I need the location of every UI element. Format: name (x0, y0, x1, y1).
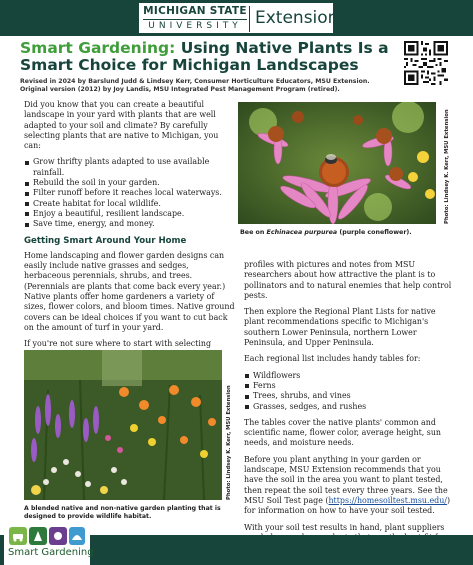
qr-code-icon[interactable] (404, 41, 448, 85)
list-item: Ferns (244, 381, 452, 391)
page-title (20, 40, 390, 74)
photo-caption: A blended native and non-native garden planting that is designed to provide wildlife habitat. (24, 505, 221, 520)
text-span: Before you plant anything in your garden or landscape, MSU Extension recommends that you have the soil in the area you want to plant tested, then repeat the soil test every three years. See the MSU Soil Test page ( (244, 454, 448, 505)
paragraph-table-contents: The tables cover the native plants' common and scientific name, flower color, average height, sun needs, and moisture needs. (244, 417, 442, 448)
photo-credit: Photo: Lindsey K. Kerr, MSU Extension (226, 385, 232, 500)
logo-divider (249, 6, 250, 32)
tables-list (244, 371, 452, 412)
author-credits (20, 78, 400, 94)
credit-line-2: Original version (2012) by Joy Landis, MSU Integrated Pest Management Program (retired). (20, 86, 340, 93)
smart-gardening-logo[interactable] (4, 524, 94, 565)
credit-line-1: Revised in 2024 by Barslund Judd & Lindsey Kerr, Consumer Horticulture Educators, MSU Extension. (20, 78, 370, 85)
logo-extension: Extension (255, 8, 339, 28)
list-item: Rebuild the soil in your garden. (24, 178, 236, 188)
right-column (244, 260, 452, 565)
paragraph-tables-intro: Each regional list includes handy tables for: (244, 354, 421, 364)
smart-gardening-label: Smart Gardening (8, 547, 94, 558)
species-name: Echinacea purpurea (266, 229, 338, 236)
paragraph-soil-test (244, 455, 452, 517)
list-item: Grow thrifty plants adapted to use available rainfall. (24, 157, 236, 178)
garden-photo (24, 350, 222, 500)
logo-msu-line1: MICHIGAN STATE (143, 5, 247, 17)
text-span: If you're not sure where to start with selecting (24, 339, 212, 349)
list-item: Save time, energy, and money. (24, 219, 236, 229)
list-item: Enjoy a beautiful, resilient landscape. (24, 209, 236, 219)
section-heading: Getting Smart Around Your Home (24, 235, 187, 246)
paragraph-soil-results: With your soil test results in hand, plant suppliers (244, 522, 445, 532)
benefits-list (24, 157, 236, 229)
title-lead: Smart Gardening: (20, 39, 176, 57)
paragraph-home-landscaping: Home landscaping and flower garden designs can easily include native grasses and sedges, herbaceous perennials, shrubs, and trees. (Perennials are plants that come back every year.) Native plants offer home gardeners a variety of sizes, flower colors, and bloom times. Native ground covers can be ideal choices if you want to cut back on the amount of turf in your yard. (24, 250, 235, 332)
intro-paragraph: Did you know that you can create a beautiful landscape in your yard with plants that are well adapted to your soil and climate? By carefully selecting plants that are native to Michigan, you can: (24, 100, 219, 151)
photo-credit: Photo: Lindsey K. Kerr, MSU Extension (444, 109, 450, 224)
list-item: Create habitat for local wildlife. (24, 199, 236, 209)
list-item: Filter runoff before it reaches local waterways. (24, 188, 236, 198)
title-rest: Using Native Plants Is a Smart Choice for Michigan Landscapes (20, 39, 389, 74)
soil-test-link[interactable]: https://homesoiltest.msu.edu/ (328, 495, 447, 505)
msu-extension-logo[interactable] (138, 2, 339, 34)
list-item: Trees, shrubs, and vines (244, 391, 452, 401)
smart-gardening-icons (8, 526, 86, 546)
coneflower-photo (238, 102, 436, 224)
list-item: Grasses, sedges, and rushes (244, 402, 452, 412)
paragraph-regional-lists: Then explore the Regional Plant Lists for native plant recommendations specific to Michigan's southern Lower Peninsula, northern Lower Peninsula, and Upper Peninsula. (244, 307, 436, 348)
text-span: Bee on (240, 229, 267, 236)
photo-caption (240, 229, 440, 236)
text-span: ) for information on how to have your soil tested. (244, 495, 451, 516)
logo-msu-line2: UNIVERSITY (143, 19, 247, 31)
list-item: Wildflowers (244, 371, 452, 381)
text-span: (purple coneflower). (337, 229, 412, 236)
paragraph-plant-facts: profiles with pictures and notes from MSU researchers about how attractive the plant is to pollinators and to natural enemies that help control pests. (244, 260, 452, 300)
